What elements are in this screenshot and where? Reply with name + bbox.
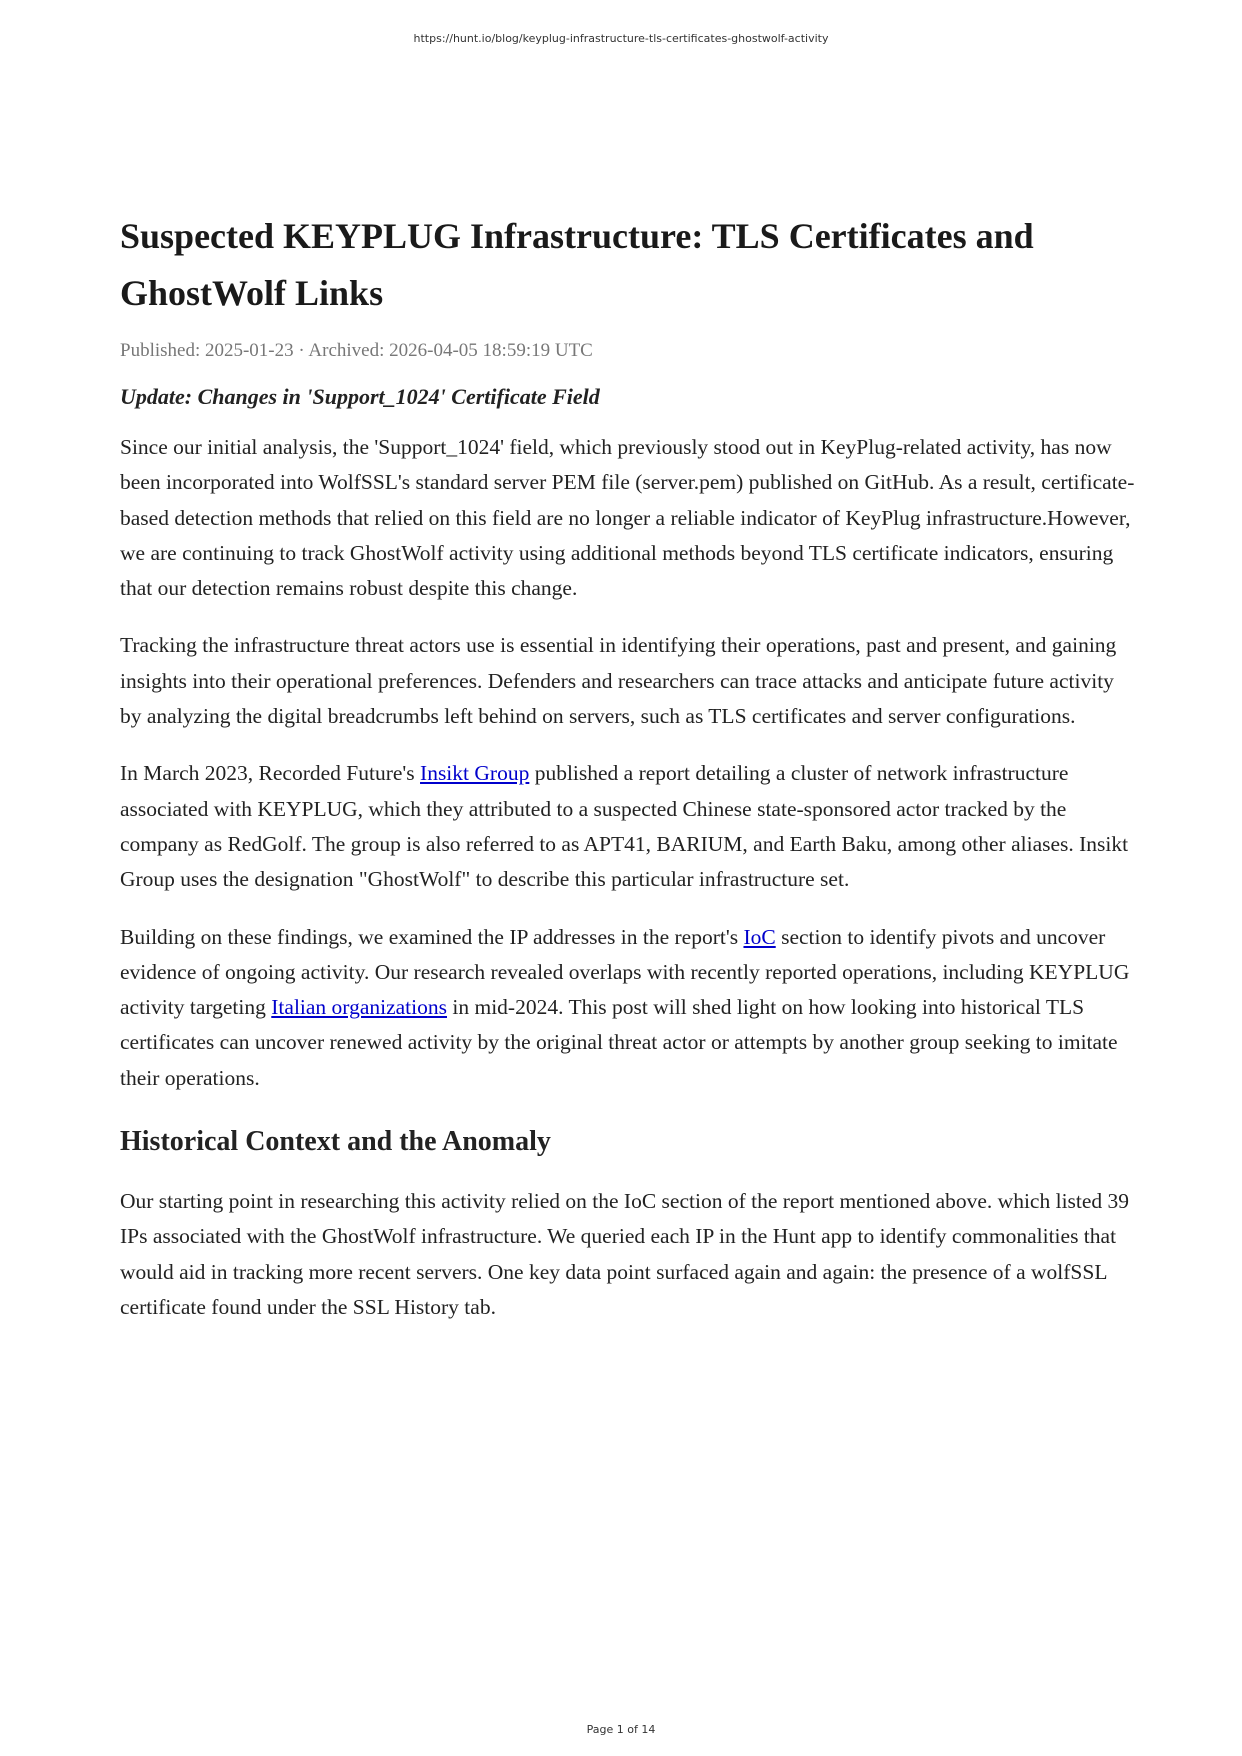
paragraph-intro: Tracking the infrastructure threat actors use is essential in identifying their operations, past and present, and gaining insights into their operational preferences. Defenders and researchers can trace attacks and anticipate future activity by analyzing the digital breadcrumbs left behind on servers, such as TLS certificates and server configurations. (120, 633, 1117, 729)
text: in mid-2024. This post will shed light on how looking into historical TLS certificates can uncover renewed activity by the original threat actor or attempts by another group seeking to imitate their operations. (120, 995, 1118, 1090)
paragraph-update: Since our initial analysis, the 'Support_1024' field, which previously stood out in KeyPlug-related activity, has now been incorporated into WolfSSL's standard server PEM file (server.pem) published on GitHub. As a result, certificate-based detection methods that relied on this field are no longer a reliable indicator of KeyPlug infrastructure.However, we are continuing to track GhostWolf activity using additional methods beyond TLS certificate indicators, ensuring that our detection remains robust despite this change. (120, 435, 1135, 601)
insikt-group-link[interactable]: Insikt Group (420, 761, 530, 786)
paragraph-insikt (120, 756, 1135, 897)
text: Building on these findings, we examined the IP addresses in the report's (120, 924, 744, 949)
text: published a report detailing a cluster of network infrastructure associated with KEYPLUG, which they attributed to a suspected Chinese state-sponsored actor tracked by the company as RedGolf. The group is also referred to as APT41, BARIUM, and Earth Baku, among other aliases. Insikt Group uses the designation "GhostWolf" to describe this particular infrastructure set. (120, 761, 1129, 892)
paragraph-context: Our starting point in researching this activity relied on the IoC section of the report mentioned above. which listed 39 IPs associated with the GhostWolf infrastructure. We queried each IP in the Hunt app to identify commonalities that would aid in tracking more recent servers. One key data point surfaced again and again: the presence of a wolfSSL certificate found under the SSL History tab. (120, 1189, 1130, 1319)
paragraph-findings (120, 920, 1135, 1096)
text: section to identify pivots and uncover evidence of ongoing activity. Our research revealed overlaps with recently reported operations, including KEYPLUG activity targeting (120, 924, 1130, 1020)
article-title: Suspected KEYPLUG Infrastructure: TLS Certificates and GhostWolf Links (120, 216, 1034, 313)
italian-organizations-link[interactable]: Italian organizations (271, 995, 447, 1020)
update-heading: Update: Changes in 'Support_1024' Certificate Field (120, 384, 600, 409)
page-url: https://hunt.io/blog/keyplug-infrastructure-tls-certificates-ghostwolf-activity (413, 32, 829, 45)
text: In March 2023, Recorded Future's (120, 761, 421, 786)
article (120, 208, 1135, 1347)
page-number: Page 1 of 14 (586, 1723, 656, 1736)
section-heading: Historical Context and the Anomaly (120, 1126, 551, 1158)
ioc-link[interactable]: IoC (743, 924, 776, 949)
article-meta: Published: 2025-01-23 · Archived: 2026-04-05 18:59:19 UTC (120, 340, 593, 361)
